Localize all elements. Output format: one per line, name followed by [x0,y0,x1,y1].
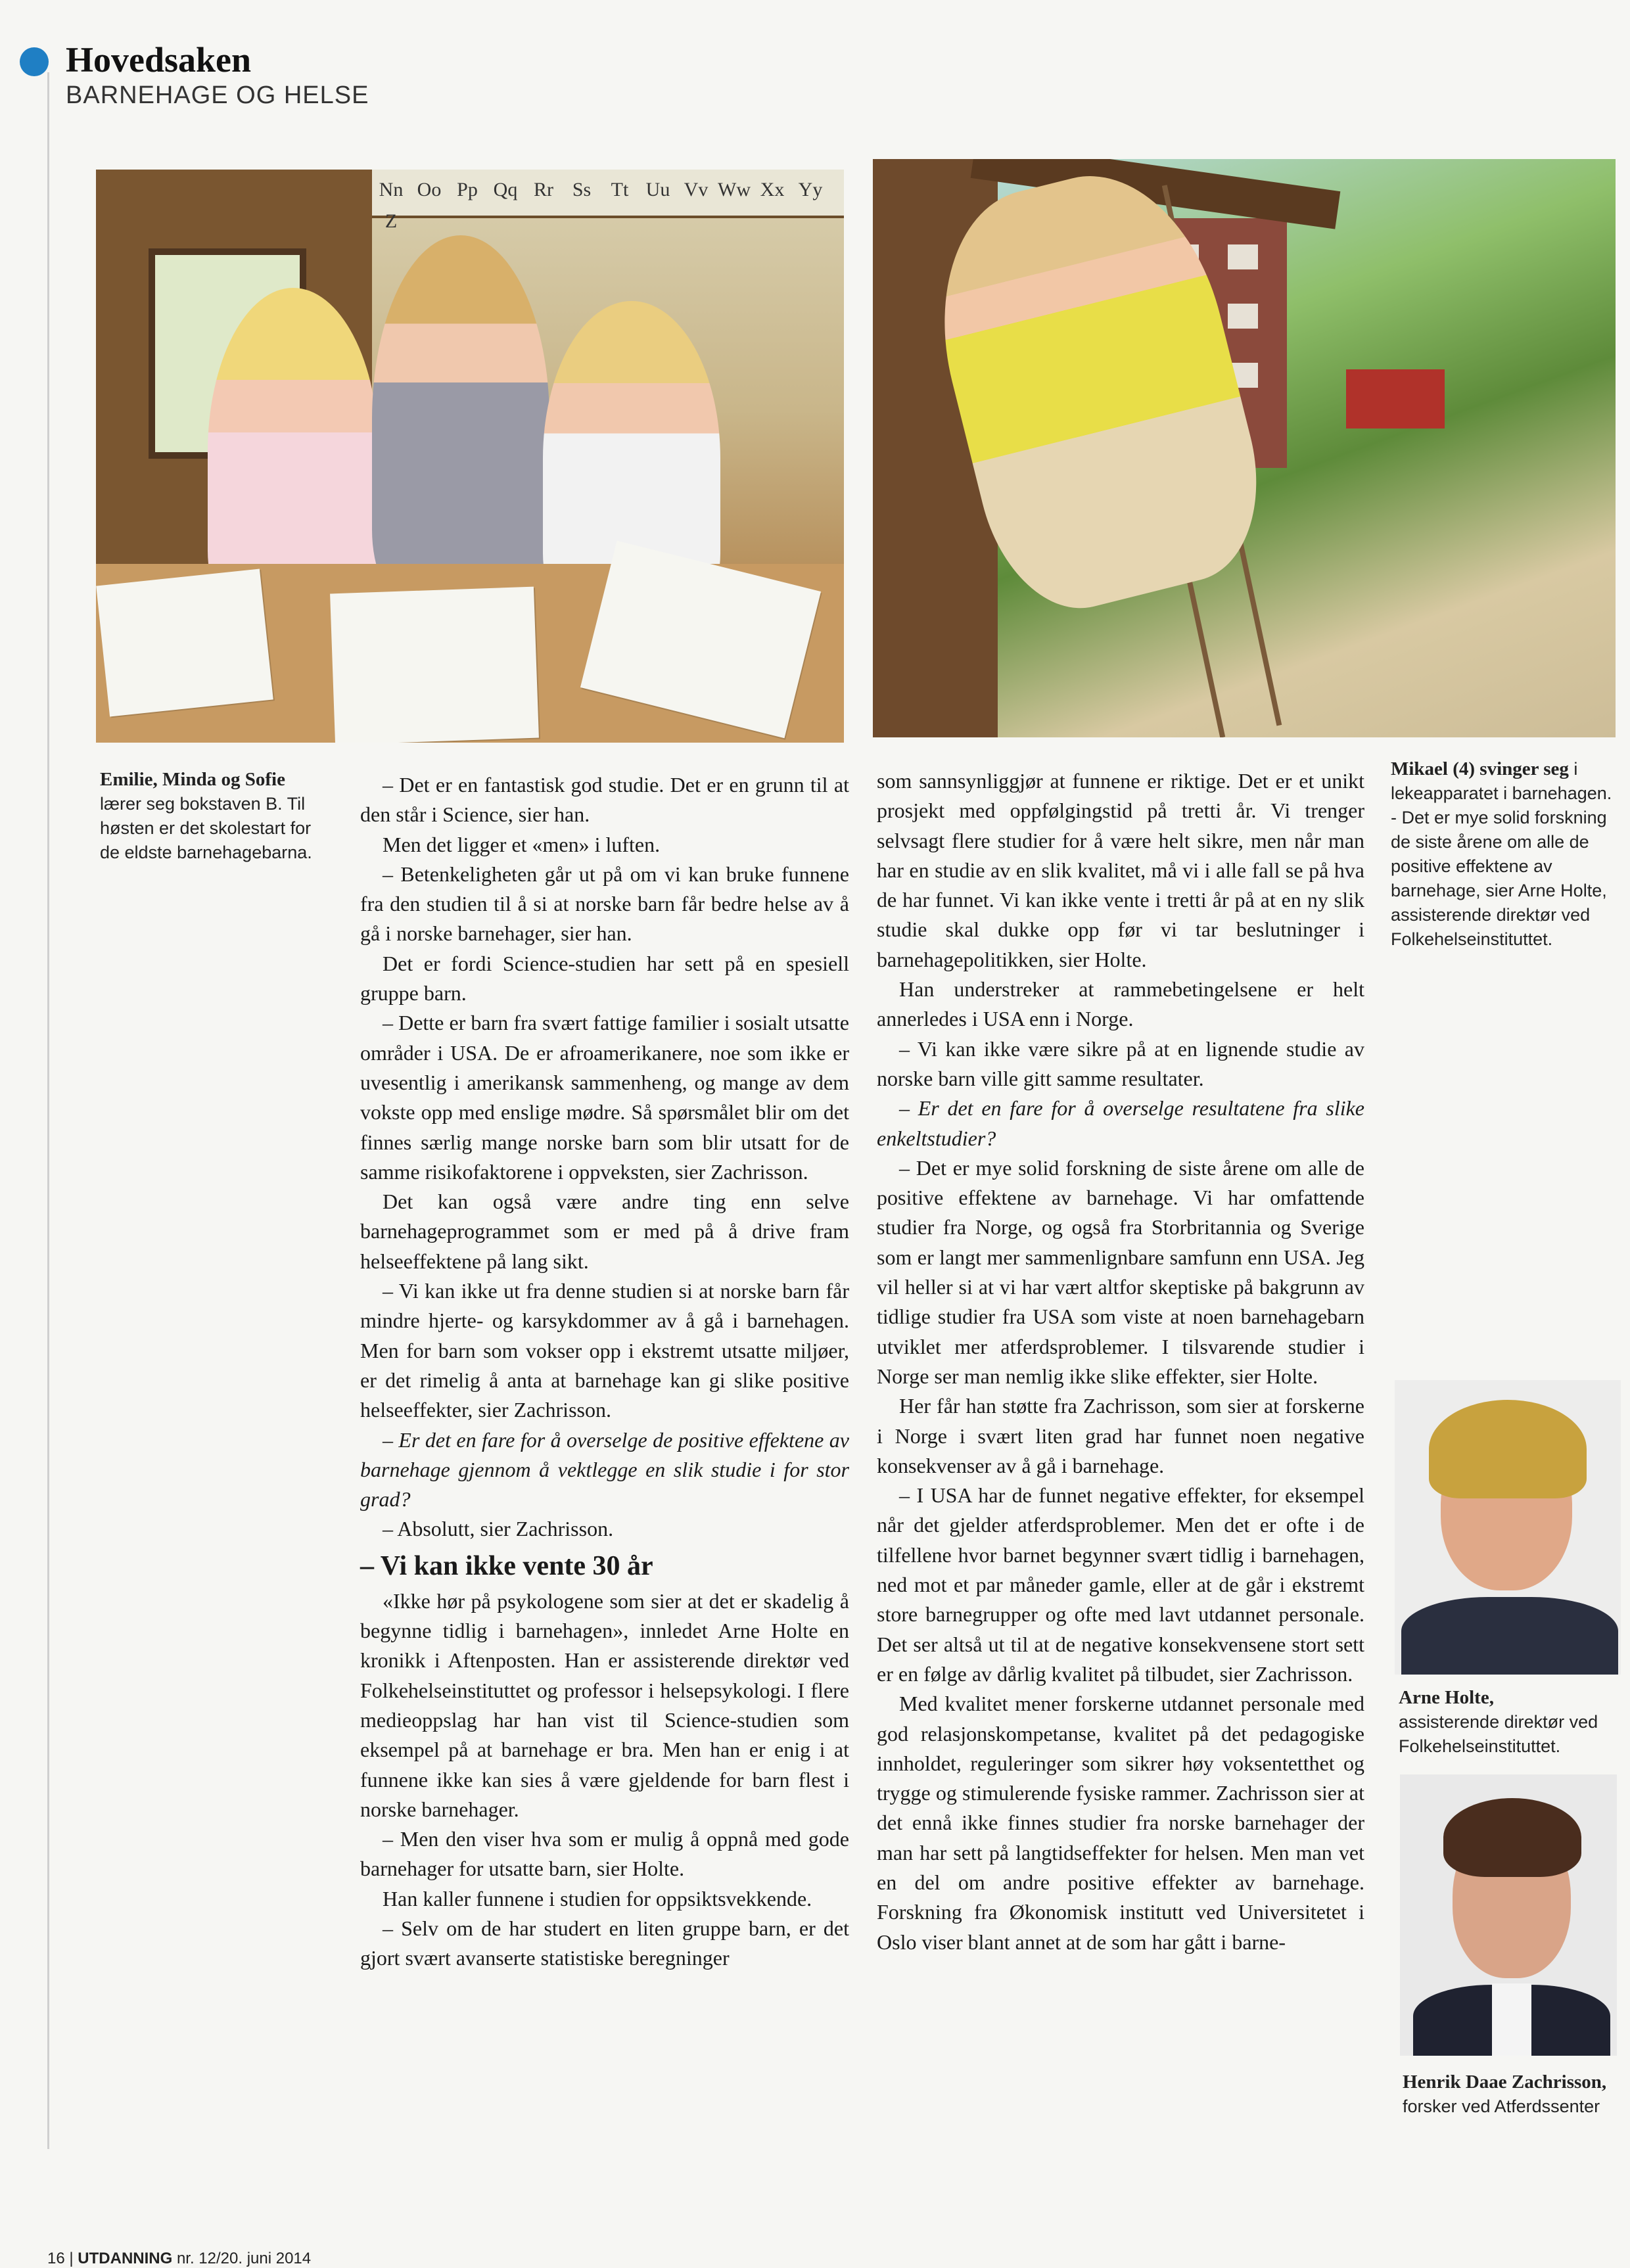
photo-boy-playground [873,159,1616,737]
interview-question: – Er det en fare for å overselge resultatene fra slike enkeltstudier? [877,1096,1364,1150]
page-number: 16 [47,2250,65,2267]
board-letter: Tt [611,179,629,200]
board-letter: Oo [417,179,442,200]
section-topic: BARNEHAGE OG HELSE [66,81,369,109]
paragraph: Han kaller funnene i studien for oppsiktsvekkende. [383,1886,812,1910]
board-letter: Rr [534,179,553,200]
photo-red-house [1346,369,1445,428]
paragraph: – I USA har de funnet negative effekter, for eksempel når det gjelder atferdsproblemer. Men det er ofte i de tilfellene hvor barnet begynner svært tidlig i barnehagen, ned mot et par måneder gamle, eller at de går i ekstremt store barnegrupper og ofte med lavt utdannet personale. Det ser altså ut til at de negative konsekvensene stort sett er en følge av dårlig kvalitet på tilbudet, sier Zachrisson. [877,1483,1364,1686]
portrait-henrik-zachrisson [1400,1774,1617,2056]
paragraph: – Dette er barn fra svært fattige familier i sosialt utsatte områder i USA. De er afroamerikanere, noe som ikke er uvesentlig i amerikansk sammenheng, og mange av dem vokste opp med enslige mødre. Så spørsmålet blir om det finnes særlig mange norske barn som blir utsatt for de samme risikofaktorene i oppveksten, sier Zachrisson. [360,1011,849,1184]
caption-zachrisson [1403,2070,1630,2119]
paragraph: – Selv om de har studert en liten gruppe barn, er det gjort svært avanserte statistiske beregninger [360,1916,849,1970]
board-letter: Pp [457,179,478,200]
alphabet-board [372,170,844,232]
caption-text: lærer seg bokstaven B. Til høsten er det skolestart for de eldste barnehagebarna. [100,794,312,862]
person-role: forsker ved Atferdssenter [1403,2096,1600,2116]
board-letter: Z [384,210,398,232]
board-letter: Nn [379,179,404,200]
section-title: Hovedsaken [66,40,252,80]
margin-rule [47,72,49,2149]
paragraph: Men det ligger et «men» i luften. [383,832,661,856]
paragraph: Her får han støtte fra Zachrisson, som sier at forskerne i Norge i svært liten grad har funnet noen negative konsekvenser av å gå i barnehage. [877,1394,1364,1477]
paragraph: – Vi kan ikke ut fra denne studien si at norske barn får mindre hjerte- og karsykdommer av å gå i barnehagen. Men for barn som vokser opp i ekstremt utsatte miljøer, er det rimelig å anta at barnehage kan gi slike positive helseeffekter, sier Zachrisson. [360,1279,849,1422]
paragraph: – Det er mye solid forskning de siste årene om alle de positive effektene av barnehage. Vi har omfattende studier fra Norge, og også fra Storbritannia og Sverige som er langt mer sammenlignbare samfunn enn USA. Jeg vil heller si at vi har vært altfor skeptiske på bakgrunn av tidlige studier fra USA som viste at noen barnehagebarn utviklet mer atferdsproblemer. I tilsvarende studier i Norge ser man nemlig ikke slike effekter, sier Holte. [877,1155,1364,1388]
paragraph: som sannsynliggjør at funnene er riktige. Det er et unikt prosjekt med oppfølgingstid på tretti år. Vi trenger selvsagt flere studier for å være helt sikre, men når man har en studie av en slik kvalitet, må vi i alle fall se på hva de har funnet. Vi kan ikke vente i tretti år på at en ny slik studie skal dukke opp før vi tar beslutninger i barnehagepolitikken, sier Holte. [877,769,1364,971]
photo-girls-classroom [96,170,844,743]
board-letter: Xx [760,179,785,200]
magazine-name: UTDANNING [78,2250,173,2267]
caption-names: Emilie, Minda og Sofie [100,769,285,790]
person-role: assisterende direktør ved Folkehelseinstituttet. [1399,1712,1598,1756]
board-letter: Yy [798,179,823,200]
paragraph: – Men den viser hva som er mulig å oppnå med gode barnehager for utsatte barn, sier Holte. [360,1827,849,1881]
worksheet [96,568,273,716]
caption-text: i lekeapparatet i barnehagen. - Det er mye solid forskning de siste årene om alle de positive effektene av barnehage, sier Arne Holte, assisterende direktør ved Folkehelseinstituttet. [1391,759,1612,949]
caption-names: Mikael (4) svinger seg [1391,758,1569,779]
paragraph: Det kan også være andre ting enn selve barnehageprogrammet som er med på å drive fram helseeffektene på lang sikt. [360,1190,849,1273]
caption-left-photo [100,768,323,865]
paragraph: Han understreker at rammebetingelsene er helt annerledes i USA enn i Norge. [877,977,1364,1031]
issue-info: nr. 12/20. juni 2014 [176,2250,312,2267]
paragraph: – Absolutt, sier Zachrisson. [383,1517,614,1541]
board-letter: Vv [684,179,709,200]
paragraph: «Ikke hør på psykologene som sier at det er skadelig å begynne tidlig i barnehagen», innledet Arne Holte en kronikk i Aftenposten. Han er assisterende direktør ved Folkehelseinstituttet og professor i helsepsykologi. I flere medieoppslag har han vist til Science-studien som eksempel på at barnehage er bra. Men han er enig i at funnene ikke kan sies å være gjeldende for barn flest i norske barnehager. [360,1588,849,1821]
article-column-1 [360,770,849,1974]
article-column-2 [877,766,1364,1957]
paragraph: – Det er en fantastisk god studie. Det er en grunn til at den står i Science, sier han. [360,773,849,827]
caption-right-photo [1391,757,1614,952]
paragraph: Med kvalitet mener forskerne utdannet personale med god relasjonskompetanse, kvalitet på det pedagogiske innholdet, reguleringer som sikrer høy voksentetthet og trygge og stimulerende fysiske rammer. Zachrisson sier at det ennå ikke finnes studier fra norske barnehager der man har sett på langtidseffekter for helsen. Men man vet en del om andre positive effekter av barnehage. Forskning fra Økonomisk institutt ved Universitetet i Oslo viser blant annet at de som har gått i barne- [877,1692,1364,1954]
interview-question: – Er det en fare for å overselge de positive effektene av barnehage gjennom å vektlegge en slik studie i for stor grad? [360,1427,849,1512]
person-name: Arne Holte, [1399,1687,1494,1708]
board-letter: Qq [493,179,518,200]
board-letter: Ww [718,179,751,200]
paragraph: – Vi kan ikke være sikre på at en lignende studie av norske barn ville gitt samme resultater. [877,1036,1364,1090]
person-name: Henrik Daae Zachrisson, [1403,2071,1607,2093]
board-letter: Uu [645,179,670,200]
portrait-arne-holte [1395,1380,1621,1675]
worksheet [330,587,539,743]
child-figure [372,235,549,603]
paragraph: – Betenkeligheten går ut på om vi kan bruke funnene fra den studien til å si at norske barn får bedre helse av å gå i norske barnehager, sier han. [360,862,849,946]
paragraph: Det er fordi Science-studien har sett på en spesiell gruppe barn. [360,951,849,1006]
section-bullet-icon [20,47,49,76]
board-letter: Ss [572,179,592,200]
subheading: – Vi kan ikke vente 30 år [360,1550,653,1581]
page-footer: 16 | UTDANNING nr. 12/20. juni 2014 [47,2250,312,2267]
caption-holte [1399,1686,1616,1759]
